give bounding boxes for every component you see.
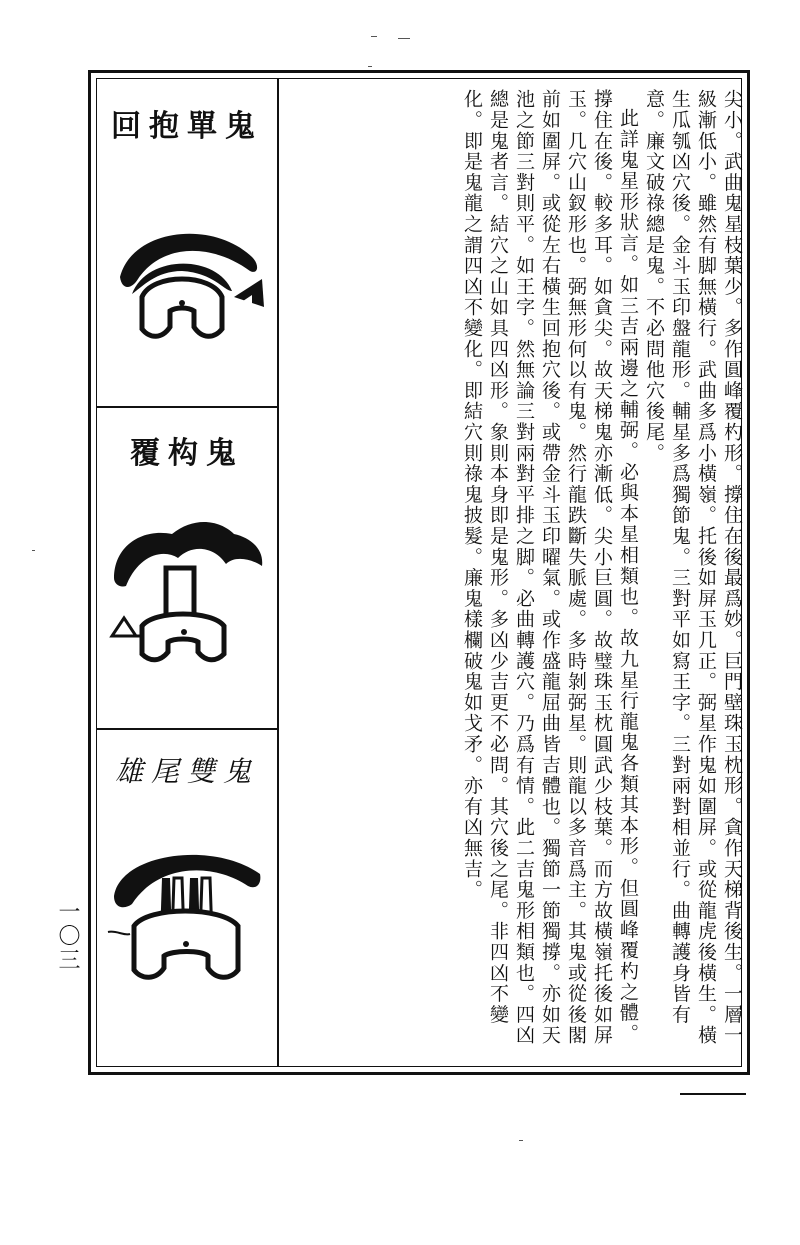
page-number: 一〇三 (55, 900, 80, 972)
illustration-column (97, 79, 279, 1066)
page-frame (88, 70, 750, 1075)
body-text (283, 89, 745, 1061)
page-frame-inner (96, 78, 742, 1067)
illustration-panel-3 (97, 728, 277, 1073)
panel-title-2: 覆构鬼 (130, 436, 244, 471)
illustration-panel-1 (97, 79, 277, 408)
footer-rule (680, 1093, 746, 1095)
panel-title-3: 雄尾雙鬼 (114, 755, 259, 788)
illustration-panel-2 (97, 406, 277, 730)
paragraph-commentary: 此詳鬼星形狀言。如三吉兩邊之輔弼。必與本星相類也。故九星行龍鬼各類其本形。但圓峰覆杓之體。撐住在後。較多耳。如貪尖。故天梯鬼亦漸低。尖小巨圓。故璧珠玉枕圓武少枝葉。而方故橫嶺托後如屏玉。几穴山釵形也。弼無形何以有鬼。然行龍跌斷失脈處。多時剝弼星。則龍以多音爲主。其鬼或從後閣前如圍屏。或從左右橫生回抱穴後。或帶金斗玉印曜氣。或作盛龍屈曲皆吉體也。獨節一節獨撐。亦如天池之節三對則平。如王字。然無論三對兩對平排之脚。必曲轉護穴。乃爲有情。此二吉鬼形相類也。四凶總是鬼者言。結穴之山如具四凶形。象則本身即是鬼形。多凶少吉更不必問。其穴後之尾。非四凶不變化。即是鬼龍之謂四凶不變化。即結穴則祿鬼披髮。廉鬼樣欄破鬼如戈矛。亦有凶無吉。 (461, 89, 639, 1046)
panel-title-1: 回抱單鬼 (111, 109, 263, 144)
paragraph-verse: 尖小。武曲鬼星枝葉少。多作圓峰覆杓形。撐住在後最爲妙。巨門壁珠玉枕形。貪作天梯背後生。一層一級漸低小。雖然有脚無橫行。武曲多爲小橫嶺。托後如屏玉几正。弼星作鬼如圍屏。或從龍虎後橫生。橫生瓜瓠凶穴後。金斗玉印盤龍形。輔星多爲獨節鬼。三對平如寫王字。三對兩對相並行。曲轉護身皆有意。廉文破祿總是鬼。不必問他穴後尾。 (643, 89, 743, 1046)
fu-gou-gui-figure (102, 486, 272, 686)
xiong-wei-shuang-gui-figure (102, 818, 272, 1038)
hui-bao-dan-gui-figure (102, 199, 272, 379)
